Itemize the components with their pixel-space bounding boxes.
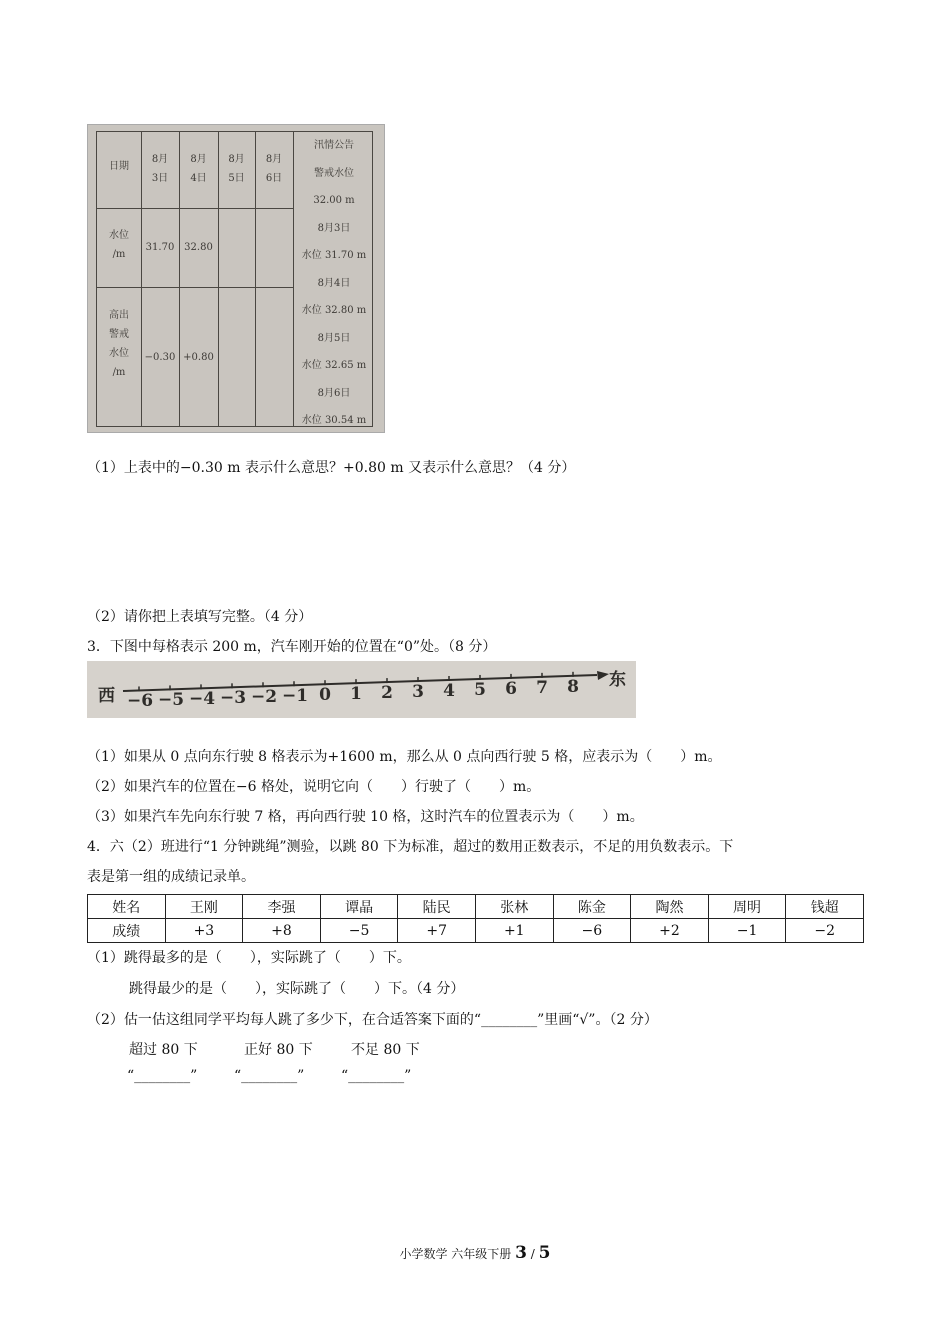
tick-label: −5 bbox=[158, 690, 185, 711]
q4-sub1a: （1）跳得最多的是（ ），实际跳了（ ）下。 bbox=[87, 950, 411, 966]
table-cell: 谭晶 bbox=[320, 895, 398, 919]
tick-label: −6 bbox=[127, 691, 154, 712]
table-cell: −2 bbox=[786, 919, 864, 943]
table-cell: 陆民 bbox=[398, 895, 476, 919]
option-equal: 正好 80 下 bbox=[244, 1042, 313, 1058]
flood-above-1: −0.30 bbox=[144, 352, 176, 363]
q3-sub3: （3）如果汽车先向东行驶 7 格，再向西行驶 10 格，这时汽车的位置表示为（ ）m。 bbox=[87, 809, 644, 825]
footer-sep: / bbox=[526, 1247, 539, 1261]
tick-label: 8 bbox=[567, 676, 579, 697]
flood-date-4: 8月 6日 bbox=[265, 154, 283, 184]
table-cell: 陈金 bbox=[553, 895, 631, 919]
footer-text: 小学数学 六年级下册 bbox=[399, 1247, 512, 1261]
table-cell: 周明 bbox=[708, 895, 786, 919]
notice-line: 汛情公告 bbox=[314, 140, 354, 151]
tick-label: 4 bbox=[443, 680, 455, 701]
score-table bbox=[87, 894, 864, 943]
table-cell: −5 bbox=[320, 919, 398, 943]
flood-level-1: 31.70 bbox=[145, 242, 175, 253]
footer-page: 3 bbox=[515, 1243, 527, 1263]
q3-stem: 3．下图中每格表示 200 m，汽车刚开始的位置在“0”处。（8 分） bbox=[87, 639, 497, 655]
west-label: 西 bbox=[98, 686, 115, 706]
flood-table-photo bbox=[87, 124, 385, 433]
flood-above-2: +0.80 bbox=[183, 352, 214, 363]
tick-label: 5 bbox=[474, 679, 486, 700]
answer-blank-above[interactable]: “________” bbox=[127, 1068, 198, 1084]
flood-row-above-label: 高出 警戒 水位 /m bbox=[109, 310, 129, 378]
table-cell: +8 bbox=[243, 919, 321, 943]
notice-line: 水位 32.65 m bbox=[301, 360, 367, 371]
table-cell: 王刚 bbox=[165, 895, 243, 919]
tick-label: −4 bbox=[189, 689, 216, 710]
number-line-photo bbox=[87, 661, 636, 718]
table-cell: +7 bbox=[398, 919, 476, 943]
table-cell: +3 bbox=[165, 919, 243, 943]
notice-line: 水位 31.70 m bbox=[301, 250, 367, 261]
option-above: 超过 80 下 bbox=[129, 1042, 198, 1058]
table-cell: 钱超 bbox=[786, 895, 864, 919]
q2-sub2: （2）请你把上表填写完整。（4 分） bbox=[87, 609, 313, 625]
q4-stem-line2: 表是第一组的成绩记录单。 bbox=[87, 869, 255, 885]
notice-line: 警戒水位 bbox=[314, 167, 354, 179]
table-row bbox=[88, 895, 864, 919]
flood-notice bbox=[294, 132, 374, 433]
tick-label: 7 bbox=[536, 677, 548, 698]
flood-level-2: 32.80 bbox=[184, 242, 213, 253]
notice-line: 8月5日 bbox=[317, 332, 351, 344]
flood-date-3: 8月 5日 bbox=[228, 154, 245, 184]
notice-line: 水位 32.80 m bbox=[301, 305, 367, 316]
footer-total: 5 bbox=[538, 1243, 551, 1263]
tick-label: 0 bbox=[319, 685, 331, 706]
notice-line: 水位 30.54 m bbox=[301, 415, 367, 426]
q4-sub2: （2）估一估这组同学平均每人跳了多少下，在合适答案下面的“________”里画“√”。（2 分） bbox=[87, 1012, 658, 1028]
table-cell: +1 bbox=[475, 919, 553, 943]
tick-label: 3 bbox=[412, 682, 424, 703]
tick-label: −3 bbox=[220, 688, 247, 709]
q3-sub1: （1）如果从 0 点向东行驶 8 格表示为+1600 m，那么从 0 点向西行驶 5 格，应表示为（ ）m。 bbox=[87, 749, 722, 765]
q4-sub1b: 跳得最少的是（ ），实际跳了（ ）下。（4 分） bbox=[129, 981, 465, 997]
table-cell: +2 bbox=[631, 919, 709, 943]
table-cell: 陶然 bbox=[631, 895, 709, 919]
tick-label: −2 bbox=[251, 687, 278, 708]
table-cell: 成绩 bbox=[88, 919, 166, 943]
notice-line: 8月3日 bbox=[317, 222, 351, 234]
q3-sub2: （2）如果汽车的位置在−6 格处，说明它向（ ）行驶了（ ）m。 bbox=[87, 779, 541, 795]
tick-label: 6 bbox=[505, 678, 517, 699]
option-below: 不足 80 下 bbox=[351, 1042, 420, 1058]
notice-line: 8月4日 bbox=[317, 277, 351, 289]
notice-line: 32.00 m bbox=[313, 195, 355, 206]
answer-blank-equal[interactable]: “________” bbox=[234, 1068, 305, 1084]
page-footer bbox=[0, 1243, 950, 1263]
flood-header-date: 日期 bbox=[109, 161, 129, 172]
q4-stem-line1: 4．六（2）班进行“1 分钟跳绳”测验，以跳 80 下为标准，超过的数用正数表示，不足的用负数表示。下 bbox=[87, 839, 734, 855]
q2-sub1: （1）上表中的−0.30 m 表示什么意思？+0.80 m 又表示什么意思？（4 分） bbox=[87, 460, 576, 476]
table-cell: −1 bbox=[708, 919, 786, 943]
table-row bbox=[88, 919, 864, 943]
flood-row-level-label: 水位 /m bbox=[109, 230, 129, 260]
table-cell: −6 bbox=[553, 919, 631, 943]
tick-label: 2 bbox=[381, 683, 393, 704]
flood-date-1: 8月 3日 bbox=[151, 154, 169, 184]
flood-date-2: 8月 4日 bbox=[190, 154, 207, 184]
tick-label: 1 bbox=[350, 684, 362, 705]
table-cell: 李强 bbox=[243, 895, 321, 919]
answer-blank-below[interactable]: “________” bbox=[341, 1068, 412, 1084]
table-cell: 姓名 bbox=[88, 895, 166, 919]
tick-label: −1 bbox=[282, 686, 309, 707]
east-label: 东 bbox=[609, 670, 626, 690]
table-cell: 张林 bbox=[475, 895, 553, 919]
notice-line: 8月6日 bbox=[317, 387, 351, 399]
flood-table-grid bbox=[96, 131, 373, 427]
